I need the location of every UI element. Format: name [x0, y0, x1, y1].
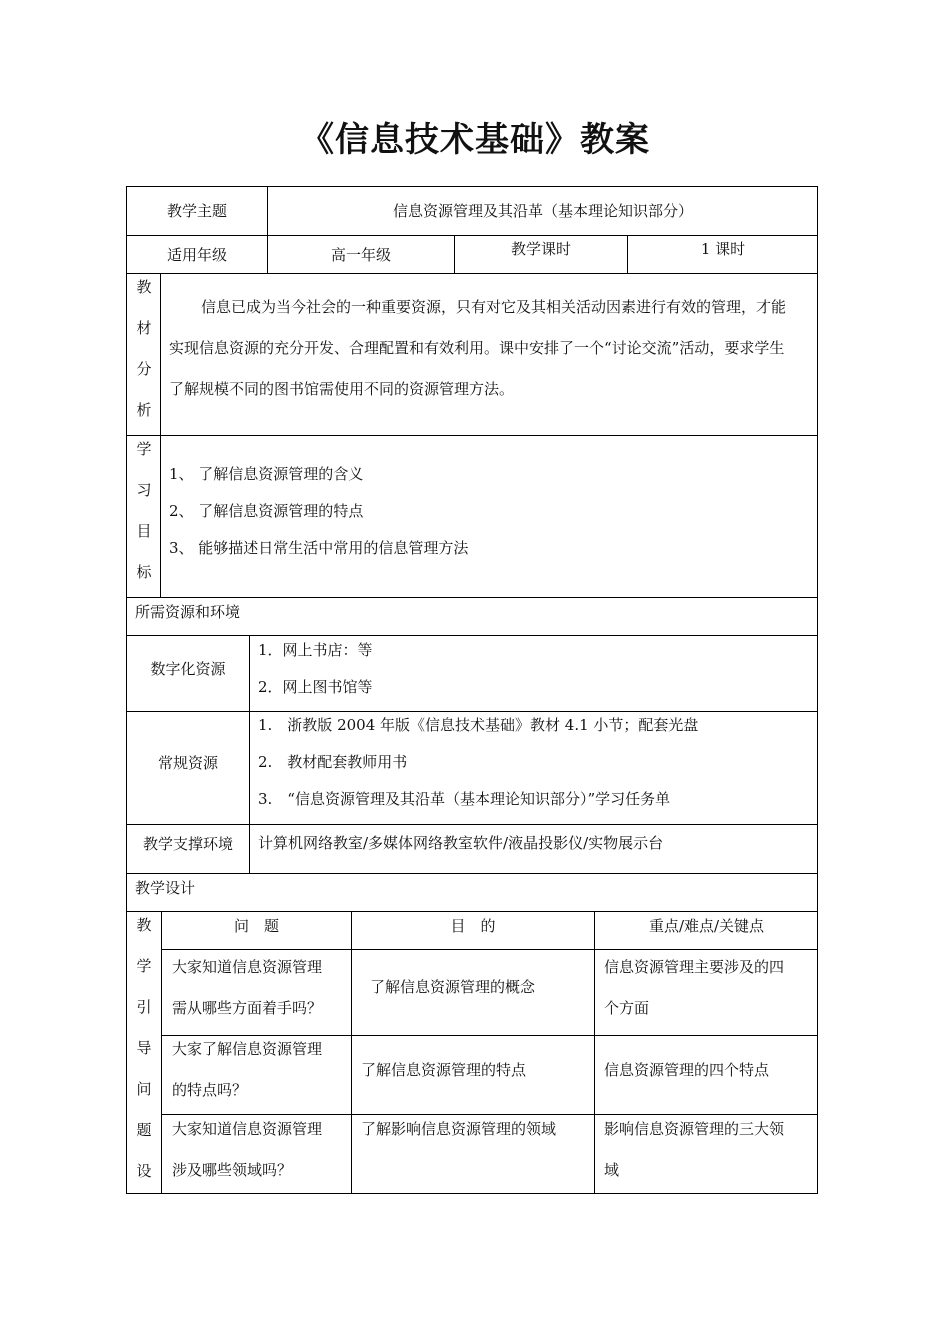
rule-h — [126, 273, 818, 274]
digital-item: 1．网上书店：等 — [258, 641, 373, 659]
rule-v — [249, 635, 250, 873]
rule-h — [126, 824, 818, 825]
rule-h — [126, 873, 818, 874]
material-label: 教 材 分 析 — [136, 278, 152, 419]
col-header-key: 重点/难点/关键点 — [648, 917, 765, 935]
rule-h — [161, 949, 818, 950]
env-label: 教学支撑环境 — [142, 835, 233, 853]
rule-h — [126, 435, 818, 436]
hours-label: 教学课时 — [510, 240, 571, 258]
purpose-cell: 了解影响信息资源管理的领域 — [361, 1120, 557, 1138]
key-line: 个方面 — [604, 999, 650, 1017]
topic-value: 信息资源管理及其沿革（基本理论知识部分） — [392, 202, 693, 220]
question-line: 大家了解信息资源管理 — [172, 1040, 323, 1058]
rule-v — [351, 911, 352, 1194]
digital-label: 数字化资源 — [150, 660, 226, 678]
objective-item: 2、 了解信息资源管理的特点 — [169, 502, 364, 520]
regular-item: 2. 教材配套教师用书 — [258, 753, 408, 771]
purpose-cell: 了解信息资源管理的概念 — [370, 978, 536, 996]
question-line: 涉及哪些领域吗？ — [172, 1161, 293, 1179]
resources-section-title: 所需资源和环境 — [135, 603, 241, 621]
rule-h — [161, 1114, 818, 1115]
rule-h — [126, 597, 818, 598]
question-line: 需从哪些方面着手吗？ — [172, 999, 323, 1017]
regular-label: 常规资源 — [157, 754, 218, 772]
design-side-label: 教 学 引 导 问 题 设 — [136, 916, 152, 1180]
objective-item: 3、 能够描述日常生活中常用的信息管理方法 — [169, 539, 469, 557]
rule-h — [161, 1035, 818, 1036]
rule-v — [594, 911, 595, 1194]
rule-h — [126, 911, 818, 912]
purpose-cell: 了解信息资源管理的特点 — [361, 1061, 527, 1079]
grade-value: 高一年级 — [330, 246, 391, 264]
topic-label: 教学主题 — [166, 202, 227, 220]
key-line: 影响信息资源管理的三大领 — [604, 1120, 785, 1138]
key-line: 信息资源管理主要涉及的四 — [604, 958, 785, 976]
grade-label: 适用年级 — [166, 246, 227, 264]
rule-h — [126, 635, 818, 636]
question-line: 大家知道信息资源管理 — [172, 1120, 323, 1138]
document-title: 《信息技术基础》教案 — [300, 120, 650, 160]
col-header-question: 问 题 — [233, 917, 279, 935]
question-line: 大家知道信息资源管理 — [172, 958, 323, 976]
digital-item: 2．网上图书馆等 — [258, 678, 373, 696]
rule-h — [126, 235, 818, 236]
material-text: 信息已成为当今社会的一种重要资源，只有对它及其相关活动因素进行有效的管理，才能实现信息资源的充分开发、合理配置和有效利用。课中安排了一个“讨论交流”活动，要求学生了解规模不同的图书馆需使用不同的资源管理方法。 — [169, 298, 787, 398]
objective-item: 1、 了解信息资源管理的含义 — [169, 465, 364, 483]
question-line: 的特点吗？ — [172, 1081, 248, 1099]
regular-item: 1. 浙教版 2004 年版《信息技术基础》教材 4.1 小节；配套光盘 — [258, 716, 699, 734]
env-value: 计算机网络教室/多媒体网络教室软件/液晶投影仪/实物展示台 — [258, 834, 664, 852]
hours-value: 1 课时 — [700, 240, 746, 258]
regular-item: 3. “信息资源管理及其沿革（基本理论知识部分）”学习任务单 — [258, 790, 671, 808]
key-line: 信息资源管理的四个特点 — [604, 1061, 770, 1079]
design-section-title: 教学设计 — [135, 879, 196, 897]
objectives-label: 学 习 目 标 — [136, 440, 152, 581]
key-line: 域 — [604, 1161, 620, 1179]
col-header-purpose: 目 的 — [450, 917, 496, 935]
rule-h — [126, 711, 818, 712]
